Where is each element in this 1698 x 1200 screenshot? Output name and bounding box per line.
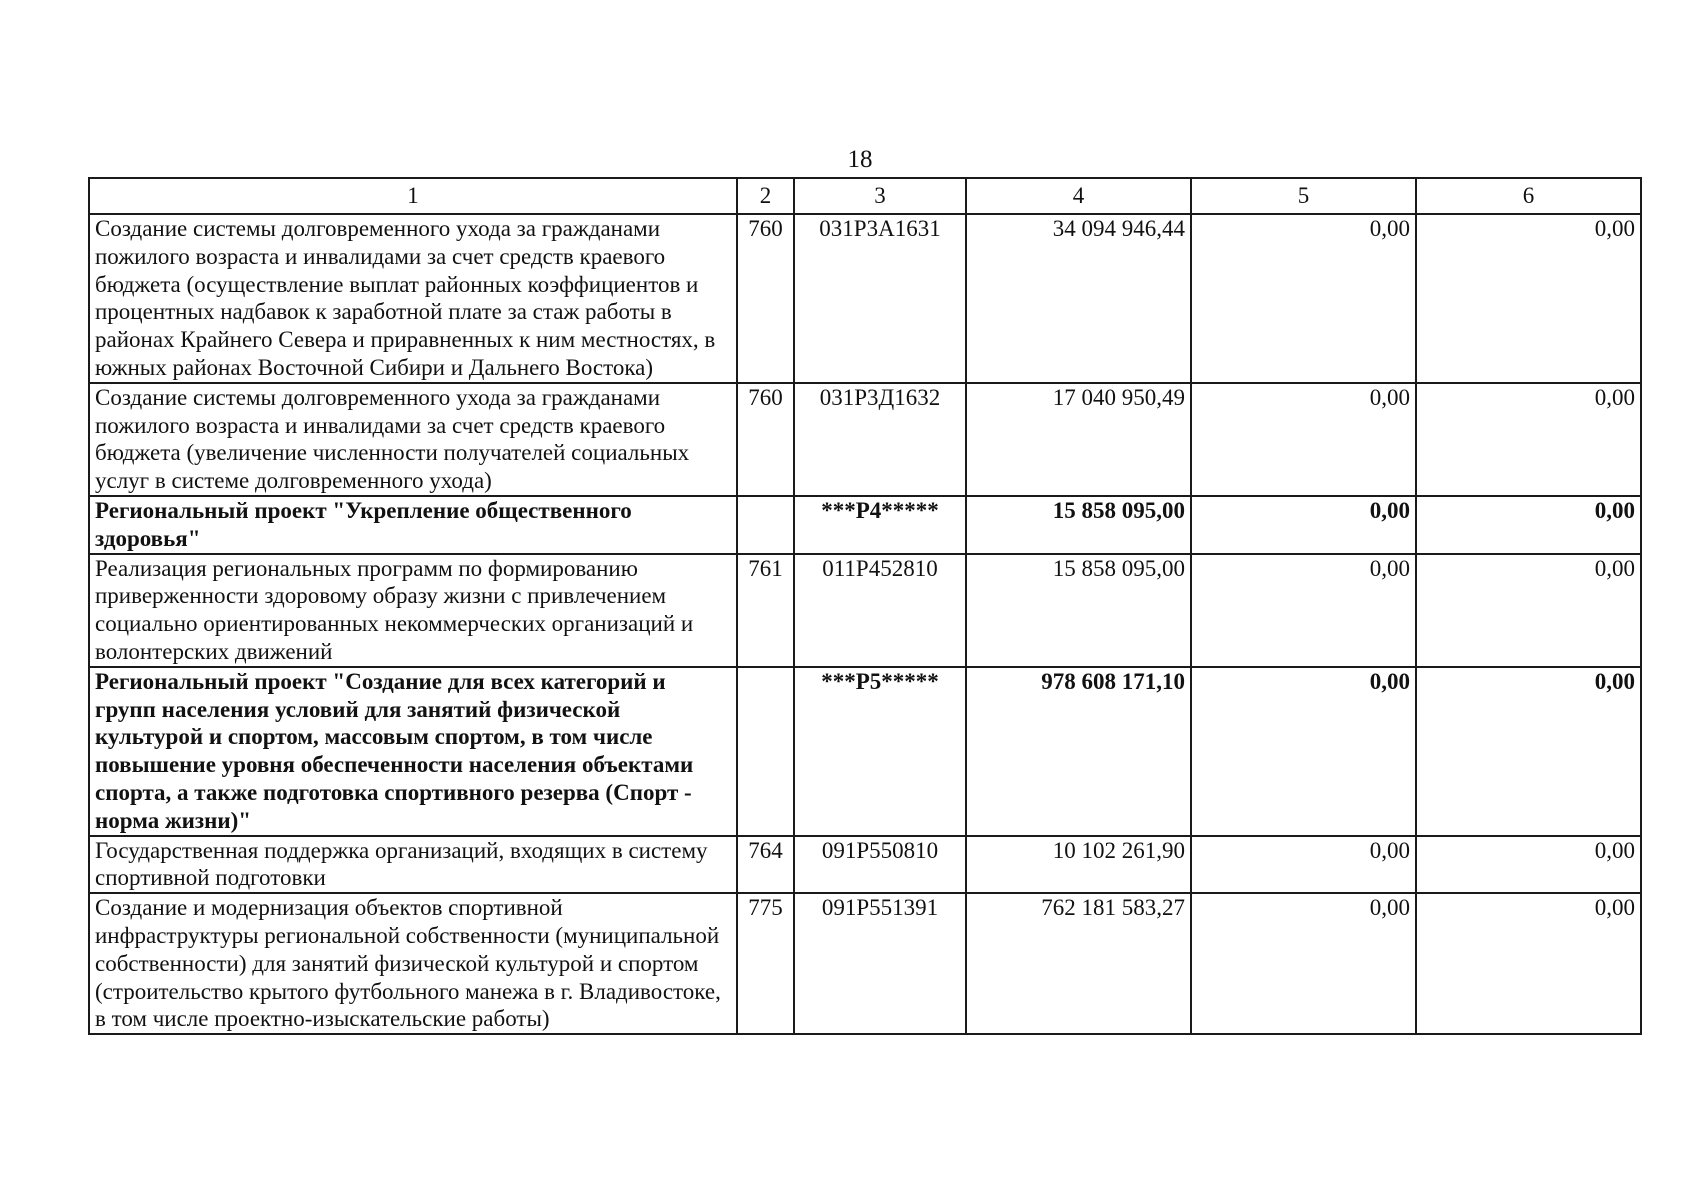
header-col-1: 1 — [89, 178, 737, 214]
table-row-section — [89, 496, 1641, 554]
row-grbs-code — [737, 667, 794, 836]
row-name: Государственная поддержка организаций, входящих в систему спортивной подготовки — [89, 836, 737, 894]
row-name: Создание системы долговременного ухода за гражданами пожилого возраста и инвалидами за счет средств краевого бюджета (осуществление выплат районных коэффициентов и процентных надбавок к заработной плате за стаж работы в районах Крайнего Севера и приравненных к ним местностях, в южных районах Восточной Сибири и Дальнего Востока) — [89, 214, 737, 383]
row-amount-col4: 10 102 261,90 — [966, 836, 1191, 894]
row-target-code: 031Р3Д1632 — [794, 383, 966, 496]
row-amount-col5: 0,00 — [1191, 496, 1416, 554]
row-name: Региональный проект "Создание для всех категорий и групп населения условий для занятий физической культурой и спортом, массовым спортом, в том числе повышение уровня обеспеченности населения объектами спорта, а также подготовка спортивного резерва (Спорт - норма жизни)" — [89, 667, 737, 836]
row-amount-col4: 762 181 583,27 — [966, 893, 1191, 1034]
header-col-5: 5 — [1191, 178, 1416, 214]
row-target-code: 091Р550810 — [794, 836, 966, 894]
row-amount-col6: 0,00 — [1416, 554, 1641, 667]
row-grbs-code: 775 — [737, 893, 794, 1034]
header-col-4: 4 — [966, 178, 1191, 214]
row-name: Создание и модернизация объектов спортивной инфраструктуры региональной собственности (муниципальной собственности) для занятий физической культурой и спортом (строительство крытого футбольного манежа в г. Владивостоке, в том числе проектно-изыскательские работы) — [89, 893, 737, 1034]
row-target-code: ***Р5***** — [794, 667, 966, 836]
row-amount-col6: 0,00 — [1416, 893, 1641, 1034]
table-row — [89, 554, 1641, 667]
row-amount-col6: 0,00 — [1416, 496, 1641, 554]
row-name: Реализация региональных программ по формированию приверженности здоровому образу жизни с привлечением социально ориентированных некоммерческих организаций и волонтерских движений — [89, 554, 737, 667]
row-grbs-code: 760 — [737, 214, 794, 383]
budget-table — [88, 177, 1642, 1035]
row-amount-col4: 17 040 950,49 — [966, 383, 1191, 496]
table-row — [89, 383, 1641, 496]
row-grbs-code: 764 — [737, 836, 794, 894]
header-col-3: 3 — [794, 178, 966, 214]
page-number: 18 — [847, 146, 873, 173]
row-grbs-code: 761 — [737, 554, 794, 667]
row-amount-col5: 0,00 — [1191, 383, 1416, 496]
row-amount-col4: 15 858 095,00 — [966, 496, 1191, 554]
row-target-code: ***Р4***** — [794, 496, 966, 554]
row-amount-col4: 15 858 095,00 — [966, 554, 1191, 667]
row-amount-col6: 0,00 — [1416, 667, 1641, 836]
row-amount-col6: 0,00 — [1416, 214, 1641, 383]
table-row — [89, 214, 1641, 383]
row-amount-col4: 978 608 171,10 — [966, 667, 1191, 836]
row-amount-col5: 0,00 — [1191, 554, 1416, 667]
header-row — [89, 178, 1641, 214]
row-target-code: 031Р3А1631 — [794, 214, 966, 383]
row-amount-col4: 34 094 946,44 — [966, 214, 1191, 383]
row-amount-col6: 0,00 — [1416, 383, 1641, 496]
row-amount-col5: 0,00 — [1191, 214, 1416, 383]
table-row-section — [89, 667, 1641, 836]
row-amount-col5: 0,00 — [1191, 667, 1416, 836]
row-grbs-code — [737, 496, 794, 554]
row-name: Создание системы долговременного ухода за гражданами пожилого возраста и инвалидами за счет средств краевого бюджета (увеличение численности получателей социальных услуг в системе долговременного ухода) — [89, 383, 737, 496]
row-grbs-code: 760 — [737, 383, 794, 496]
row-amount-col5: 0,00 — [1191, 836, 1416, 894]
row-amount-col6: 0,00 — [1416, 836, 1641, 894]
header-col-2: 2 — [737, 178, 794, 214]
row-amount-col5: 0,00 — [1191, 893, 1416, 1034]
row-target-code: 091Р551391 — [794, 893, 966, 1034]
row-target-code: 011Р452810 — [794, 554, 966, 667]
table-row — [89, 836, 1641, 894]
header-col-6: 6 — [1416, 178, 1641, 214]
table-row — [89, 893, 1641, 1034]
row-name: Региональный проект "Укрепление общественного здоровья" — [89, 496, 737, 554]
